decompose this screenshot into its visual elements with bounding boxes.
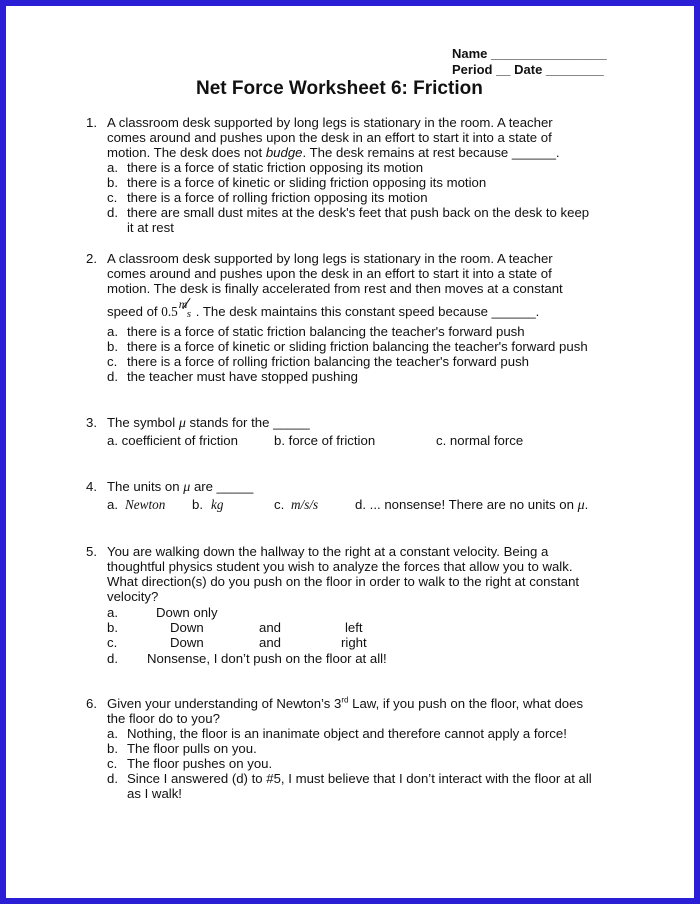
- option-text: there is a force of static friction balancing the teacher's forward push: [127, 324, 525, 339]
- emphasis-text: budge: [265, 145, 303, 160]
- option-letter: b.: [107, 620, 118, 635]
- question-text-line: motion. The desk does not budge. The desk remains at rest because ______.: [107, 145, 560, 160]
- option-letter: a.: [107, 324, 118, 339]
- option-text: right: [341, 635, 367, 650]
- option-text: The floor pulls on you.: [127, 741, 257, 756]
- option-text: and: [259, 620, 282, 635]
- mu-symbol: μ: [577, 498, 585, 513]
- question-text-line: A classroom desk supported by long legs is stationary in the room. A teacher: [107, 251, 553, 266]
- option-text: Down: [170, 635, 204, 650]
- option-text-continued: as I walk!: [127, 786, 182, 801]
- mu-symbol: μ: [183, 480, 191, 495]
- option-text: there is a force of kinetic or sliding friction balancing the teacher's forward push: [127, 339, 588, 354]
- question-number: 3.: [86, 415, 97, 430]
- option-text: left: [345, 620, 363, 635]
- option-text: The floor pushes on you.: [127, 756, 273, 771]
- option-letter: b.: [192, 497, 203, 512]
- option-letter: b.: [107, 741, 118, 756]
- option-text: Nothing, the floor is an inanimate object and therefore cannot apply a force!: [127, 726, 567, 741]
- option-text: Nonsense, I don’t push on the floor at all!: [147, 651, 387, 666]
- period-date-field-label: Period __ Date ________: [452, 62, 604, 77]
- page-title: Net Force Worksheet 6: Friction: [196, 78, 483, 99]
- question-text-line: speed of 0.5 m s . The desk maintains this constant speed because ______.: [107, 297, 540, 320]
- option-letter: c.: [107, 354, 118, 369]
- option-text: and: [259, 635, 282, 650]
- option-letter: c.: [274, 497, 285, 512]
- option-text: d. ... nonsense! There are no units on μ.: [355, 497, 589, 513]
- option-text: Down only: [156, 605, 218, 620]
- option-letter: c.: [107, 635, 118, 650]
- option-letter: a.: [107, 497, 118, 512]
- option-text: m/s/s: [291, 497, 319, 512]
- option-text: there is a force of rolling friction opposing its motion: [127, 190, 428, 205]
- name-field-label: Name ________________: [452, 46, 607, 61]
- option-text: there is a force of rolling friction balancing the teacher's forward push: [127, 354, 530, 369]
- option-text: Since I answered (d) to #5, I must believe that I don’t interact with the floor at all: [127, 771, 592, 786]
- option-letter: b.: [107, 175, 118, 190]
- worksheet-page: [6, 6, 694, 898]
- question-text-line: The units on μ are _____: [107, 479, 254, 495]
- question-text-line: Given your understanding of Newton’s 3rd Law, if you push on the floor, what does: [107, 695, 584, 711]
- question-number: 6.: [86, 696, 97, 711]
- option-letter: d.: [107, 369, 118, 384]
- option-text: c. normal force: [436, 433, 524, 448]
- option-letter: d.: [107, 651, 118, 666]
- question-text-line: thoughtful physics student you wish to analyze the forces that allow you to walk.: [107, 559, 573, 574]
- question-text-line: The symbol μ stands for the _____: [107, 415, 310, 431]
- option-text: Newton: [125, 497, 166, 512]
- option-text-continued: it at rest: [127, 220, 174, 235]
- option-letter: a.: [107, 605, 118, 620]
- option-text: the teacher must have stopped pushing: [127, 369, 358, 384]
- option-letter: a.: [107, 726, 118, 741]
- question-number: 5.: [86, 544, 97, 559]
- question-number: 2.: [86, 251, 97, 266]
- question-text-line: comes around and pushes upon the desk in an effort to start it into a state of: [107, 130, 552, 145]
- option-text: Down: [170, 620, 204, 635]
- option-letter: d.: [107, 771, 118, 786]
- option-text: there is a force of kinetic or sliding friction opposing its motion: [127, 175, 487, 190]
- question-text-line: What direction(s) do you push on the floor in order to walk to the right at constant: [107, 574, 580, 589]
- option-letter: a.: [107, 160, 118, 175]
- question-number: 4.: [86, 479, 97, 494]
- speed-value: 0.5: [161, 304, 178, 319]
- option-text: a. coefficient of friction: [107, 433, 238, 448]
- question-text-line: comes around and pushes upon the desk in an effort to start it into a state of: [107, 266, 552, 281]
- option-text: b. force of friction: [274, 433, 376, 448]
- option-text: kg: [211, 497, 224, 512]
- speed-unit-fraction: m s: [178, 297, 192, 320]
- question-text-line: the floor do to you?: [107, 711, 220, 726]
- question-text-line: You are walking down the hallway to the right at a constant velocity. Being a: [107, 544, 549, 559]
- option-letter: c.: [107, 190, 118, 205]
- question-text-line: velocity?: [107, 589, 159, 604]
- question-number: 1.: [86, 115, 97, 130]
- option-letter: c.: [107, 756, 118, 771]
- option-text: there is a force of static friction opposing its motion: [127, 160, 424, 175]
- mu-symbol: μ: [178, 416, 186, 431]
- option-letter: d.: [107, 205, 118, 220]
- question-text-line: motion. The desk is finally accelerated from rest and then moves at a constant: [107, 281, 563, 296]
- option-text: there are small dust mites at the desk's feet that push back on the desk to keep: [127, 205, 590, 220]
- option-letter: b.: [107, 339, 118, 354]
- question-text-line: A classroom desk supported by long legs is stationary in the room. A teacher: [107, 115, 553, 130]
